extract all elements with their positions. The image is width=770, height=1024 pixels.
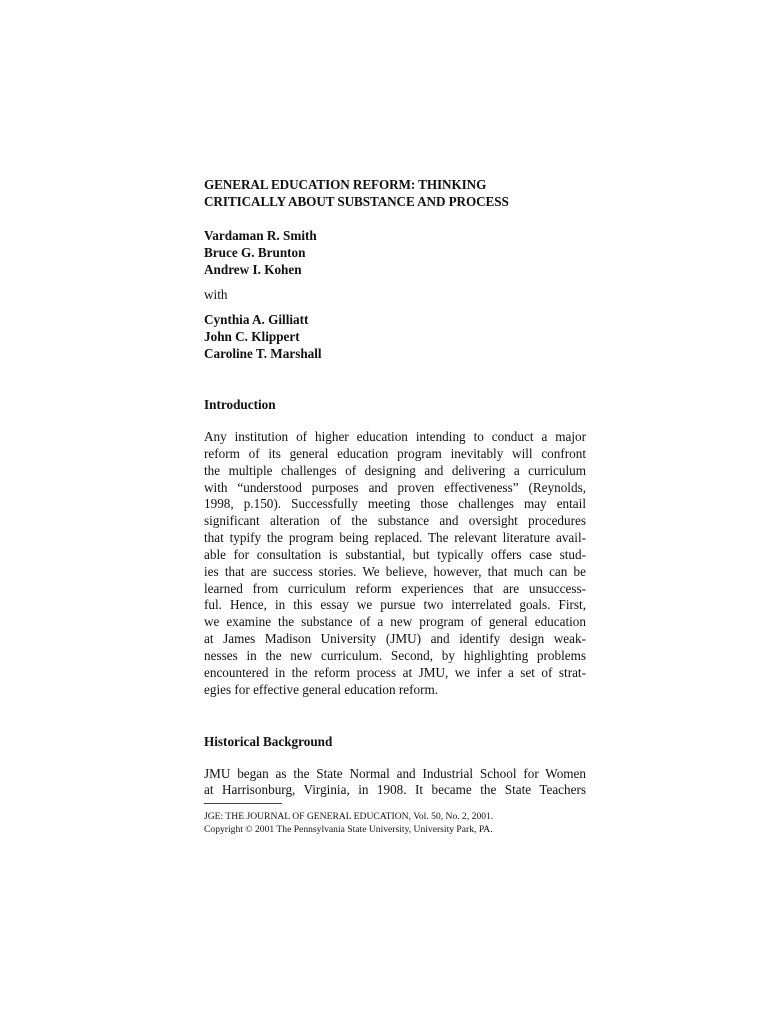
text-line: Any institution of higher education intending to conduct a major	[204, 429, 586, 444]
section-heading-historical-background: Historical Background	[204, 733, 333, 749]
footnote	[204, 810, 586, 836]
primary-authors	[204, 227, 586, 278]
text-line: ies that are success stories. We believe, however, that much can be	[204, 563, 586, 579]
article-page	[204, 176, 586, 836]
historical-paragraph	[204, 766, 586, 800]
footnote-divider	[204, 803, 282, 804]
title-line: GENERAL EDUCATION REFORM: THINKING	[204, 177, 487, 192]
text-line: able for consultation is substantial, but typically offers case stud-	[204, 546, 586, 562]
text-line: we examine the substance of a new program of general education	[204, 614, 586, 630]
author-name: Andrew I. Kohen	[204, 262, 302, 277]
text-line: that typify the program being replaced. The relevant literature avail-	[204, 530, 586, 546]
introduction-paragraph	[204, 429, 586, 699]
footnote-copyright-line: Copyright © 2001 The Pennsylvania State University, University Park, PA.	[204, 824, 493, 836]
text-line: the multiple challenges of designing and delivering a curriculum	[204, 462, 586, 478]
text-line: ful. Hence, in this essay we pursue two interrelated goals. First,	[204, 597, 586, 613]
with-label: with	[204, 287, 228, 302]
secondary-authors	[204, 311, 586, 362]
author-name: Vardaman R. Smith	[204, 228, 317, 243]
footnote-journal-line: JGE: THE JOURNAL OF GENERAL EDUCATION, Vol. 50, No. 2, 2001.	[204, 811, 494, 823]
author-name: Cynthia A. Gilliatt	[204, 312, 309, 327]
text-line: nesses in the new curriculum. Second, by highlighting problems	[204, 647, 586, 663]
text-line: JMU began as the State Normal and Industrial School for Women	[204, 765, 586, 781]
text-line: at James Madison University (JMU) and identify design weak-	[204, 631, 586, 647]
text-line: with “understood purposes and proven effectiveness” (Reynolds,	[204, 479, 586, 495]
text-line: learned from curriculum reform experiences that are unsuccess-	[204, 580, 586, 596]
section-heading-introduction: Introduction	[204, 397, 276, 412]
article-title	[204, 176, 586, 210]
text-line: at Harrisonburg, Virginia, in 1908. It became the State Teachers	[204, 782, 586, 798]
author-name: John C. Klippert	[204, 329, 300, 344]
title-line: CRITICALLY ABOUT SUBSTANCE AND PROCESS	[204, 194, 509, 209]
text-line: reform of its general education program inevitably will confront	[204, 445, 586, 461]
text-line: significant alteration of the substance and oversight procedures	[204, 513, 586, 529]
author-name: Bruce G. Brunton	[204, 245, 306, 260]
text-line: encountered in the reform process at JMU, we infer a set of strat-	[204, 664, 586, 680]
author-name: Caroline T. Marshall	[204, 346, 322, 361]
text-line: egies for effective general education reform.	[204, 681, 439, 697]
text-line: 1998, p.150). Successfully meeting those challenges may entail	[204, 496, 586, 512]
